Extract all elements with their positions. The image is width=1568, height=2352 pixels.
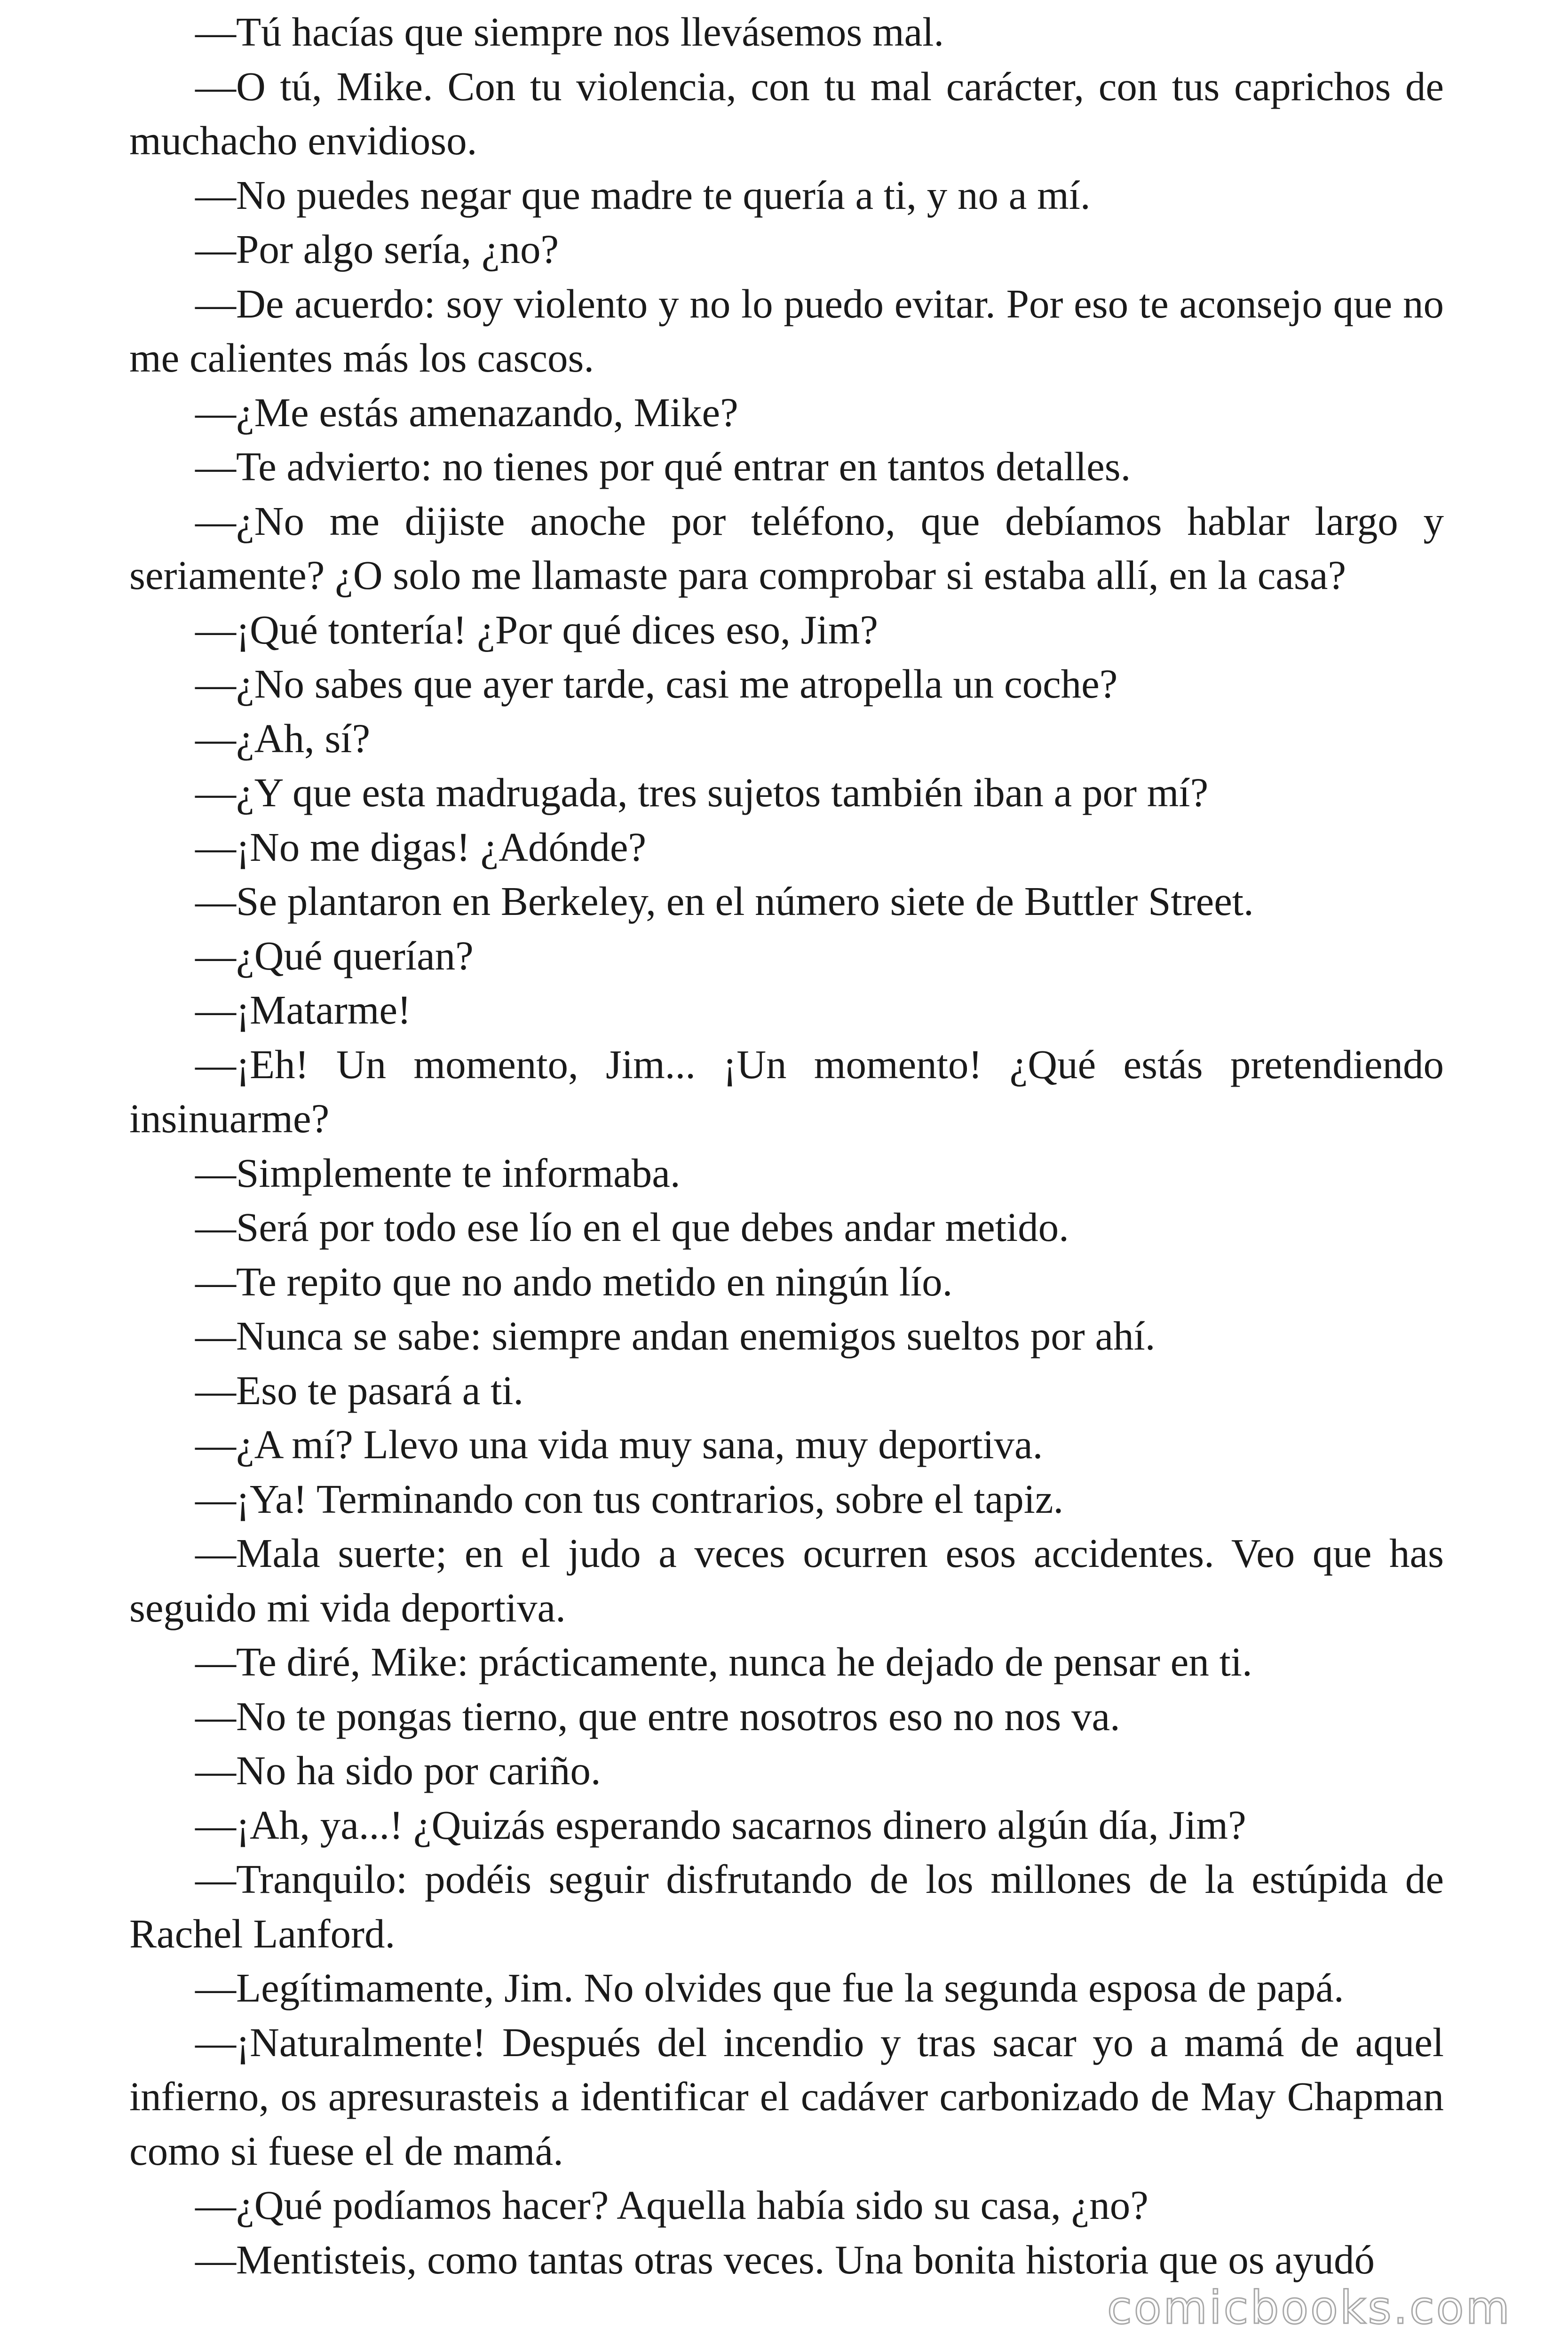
- paragraph: —¿Qué podíamos hacer? Aquella había sido su casa, ¿no?: [195, 2182, 1148, 2228]
- paragraph: —¡Ah, ya...! ¿Quizás esperando sacarnos dinero algún día, Jim?: [195, 1802, 1246, 1848]
- paragraph: —Por algo sería, ¿no?: [195, 226, 559, 272]
- paragraph: —¡Naturalmente! Después del incendio y tras sacar yo a mamá de aquel infierno, os apresurasteis a identificar el cadáver carbonizado de May Chapman como si fuese el de mamá.: [129, 2019, 1444, 2174]
- page-body: [129, 5, 1444, 2287]
- paragraph: —¿Ah, sí?: [195, 715, 371, 761]
- watermark-logo: comicbooks.com: [1107, 2281, 1512, 2334]
- paragraph: —¡Qué tontería! ¿Por qué dices eso, Jim?: [195, 606, 878, 652]
- paragraph: —¡Ya! Terminando con tus contrarios, sobre el tapiz.: [195, 1476, 1064, 1522]
- paragraph: —Tú hacías que siempre nos llevásemos mal.: [195, 9, 944, 55]
- paragraph: —De acuerdo: soy violento y no lo puedo evitar. Por eso te aconsejo que no me calientes más los cascos.: [129, 280, 1444, 381]
- paragraph: —Se plantaron en Berkeley, en el número siete de Buttler Street.: [195, 878, 1254, 924]
- paragraph: —No puedes negar que madre te quería a ti, y no a mí.: [195, 172, 1091, 218]
- paragraph: —¿Qué querían?: [195, 932, 474, 978]
- paragraph: —Será por todo ese lío en el que debes andar metido.: [195, 1204, 1069, 1250]
- paragraph: —Te advierto: no tienes por qué entrar en tantos detalles.: [195, 444, 1131, 489]
- paragraph: —Mentisteis, como tantas otras veces. Una bonita historia que os ayudó: [195, 2236, 1375, 2282]
- paragraph: —No te pongas tierno, que entre nosotros eso no nos va.: [195, 1693, 1120, 1739]
- paragraph: —¿No me dijiste anoche por teléfono, que debíamos hablar largo y seriamente? ¿O solo me llamaste para comprobar si estaba allí, en la casa?: [129, 498, 1444, 598]
- paragraph: —Mala suerte; en el judo a veces ocurren esos accidentes. Veo que has seguido mi vida deportiva.: [129, 1530, 1444, 1630]
- paragraph: —Tranquilo: podéis seguir disfrutando de los millones de la estúpida de Rachel Lanford.: [129, 1856, 1444, 1956]
- paragraph: —¿Me estás amenazando, Mike?: [195, 389, 738, 435]
- paragraph: —¿Y que esta madrugada, tres sujetos también iban a por mí?: [195, 770, 1209, 815]
- paragraph: —O tú, Mike. Con tu violencia, con tu mal carácter, con tus caprichos de muchacho envidioso.: [129, 63, 1444, 163]
- paragraph: —¡Eh! Un momento, Jim... ¡Un momento! ¿Qué estás pretendiendo insinuarme?: [129, 1041, 1444, 1141]
- paragraph: —Eso te pasará a ti.: [195, 1367, 524, 1413]
- paragraph: —¡No me digas! ¿Adónde?: [195, 824, 647, 870]
- paragraph: —Simplemente te informaba.: [195, 1150, 681, 1196]
- paragraph: —No ha sido por cariño.: [195, 1748, 601, 1793]
- paragraph: —Nunca se sabe: siempre andan enemigos sueltos por ahí.: [195, 1313, 1156, 1359]
- paragraph: —¿A mí? Llevo una vida muy sana, muy deportiva.: [195, 1422, 1043, 1467]
- paragraph: —¡Matarme!: [195, 987, 411, 1033]
- paragraph: —¿No sabes que ayer tarde, casi me atropella un coche?: [195, 661, 1118, 707]
- paragraph: —Legítimamente, Jim. No olvides que fue la segunda esposa de papá.: [195, 1965, 1344, 2010]
- paragraph: —Te diré, Mike: prácticamente, nunca he dejado de pensar en ti.: [195, 1639, 1252, 1685]
- paragraph: —Te repito que no ando metido en ningún lío.: [195, 1258, 953, 1304]
